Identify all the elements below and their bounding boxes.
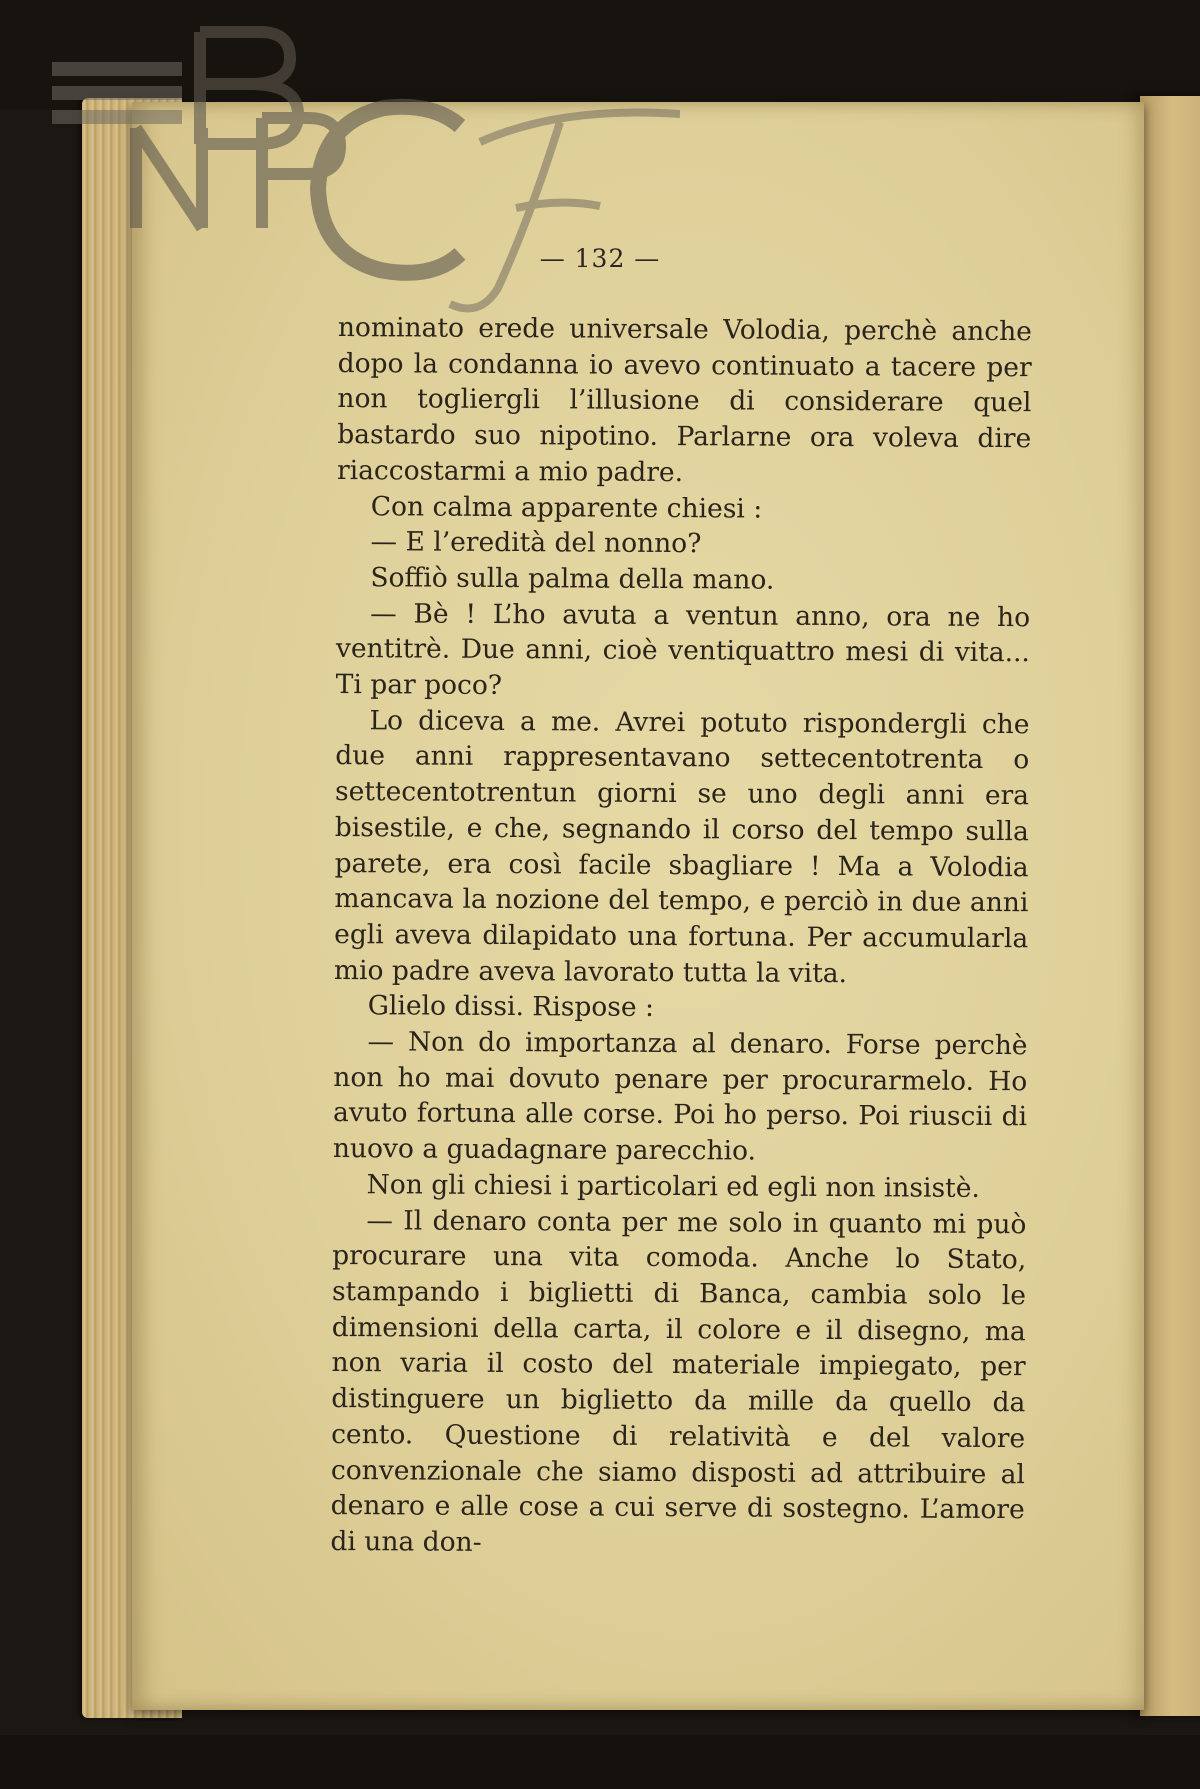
paragraph-5: — Bè ! L’ho avuta a ventun anno, ora ne ho ventitrè. Due anni, cioè ventiquattro mesi di vita... Ti par poco? [335, 597, 1031, 702]
paragraph-1: nominato erede universale Volodia, perchè anche dopo la condanna io avevo continuato a tacere per non togliergli l’illusione di considerare quel bastardo suo nipotino. Parlarne ora voleva dire riaccostarmi a mio padre. [336, 311, 1032, 488]
paragraph-2: Con calma apparente chiesi : [370, 490, 763, 525]
body-text [330, 310, 1032, 1564]
paragraph-4: Soffiò sulla palma della mano. [370, 562, 775, 596]
paragraph-7: Glielo dissi. Rispose : [367, 990, 655, 1024]
background-bottom [0, 1735, 1200, 1789]
page-number: — 132 — [539, 244, 661, 273]
paragraph-6: Lo diceva a me. Avrei potuto rispondergli che due anni rappresentavano settecentotrenta o settecentotrentun giorni se uno degli anni era bisestile, e che, segnando il corso del tempo sulla parete, era così facile sbagliare ! Ma a Volodia mancava la nozione del tempo, e perciò in due anni egli aveva dilapidato una fortuna. Per accumularla mio padre aveva lavorato tutta la vita. [333, 704, 1030, 989]
paragraph-10: — Il denaro conta per me solo in quanto mi può procurare una vita comoda. Anche lo Stato, stampando i biglietti di Banca, cambia solo le dimensioni della carta, il colore e il disegno, ma non varia il costo del materiale impiegato, per distinguere un biglietto da mille da quello da cento. Questione di relatività e del valore convenzionale che siamo disposti ad attribuire al denaro e alle cose a cui serve di sostegno. L’amore di una don- [330, 1204, 1027, 1558]
background-top [0, 0, 1200, 110]
facing-page-edge [1140, 96, 1200, 1716]
paragraph-3: — E l’eredità del nonno? [370, 526, 702, 560]
paragraph-9: Non gli chiesi i particolari ed egli non insistè. [366, 1169, 980, 1204]
paragraph-8: — Non do importanza al denaro. Forse perchè non ho mai dovuto penare per procurarmelo. Ho avuto fortuna alle corse. Poi ho perso. Poi riuscii di nuovo a guadagnare parecchio. [332, 1026, 1028, 1167]
